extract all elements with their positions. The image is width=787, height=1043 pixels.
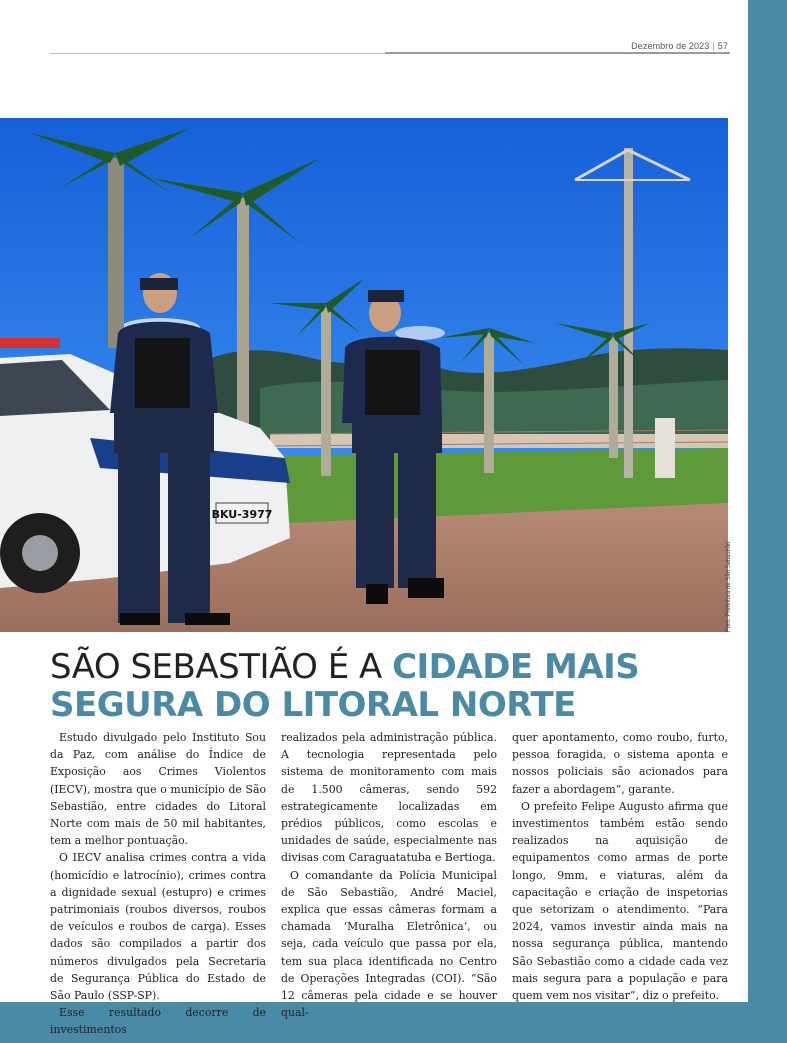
headline-part-2: CIDADE MAIS SEGURA DO LITORAL NORTE bbox=[50, 647, 640, 725]
paragraph-continuation: quer apontamento, como roubo, furto, pessoa foragida, o sistema aponta e nossos policiais são acionados para fazer a abordagem”, garante. bbox=[512, 731, 728, 796]
article-column-2 bbox=[281, 729, 497, 1039]
article-column-3 bbox=[512, 729, 728, 1039]
paragraph: Esse resultado decorre de investimentos bbox=[50, 1006, 266, 1037]
header-separator: | bbox=[712, 41, 715, 51]
paragraph: O prefeito Felipe Augusto afirma que investimentos também estão sendo realizados na aquisição de equipamentos como armas de porte longo, 9mm, e viaturas, além da capacitação e criação de inspetorias que setorizam o atendimento. “Para 2024, vamos investir ainda mais na nossa segurança pública, mantendo São Sebastião como a cidade cada vez mais segura para a população e para quem vem nos visitar”, diz o prefeito. bbox=[512, 799, 728, 1003]
license-plate: BKU-3977 bbox=[211, 508, 273, 521]
paragraph-continuation: realizados pela administração pública. A tecnologia representada pelo sistema de monitoramento com mais de 1.500 câmeras, sendo 592 estrategicamente localizadas em prédios públicos, como escolas e unidades de saúde, especialmente nas divisas com Caraguatatuba e Bertioga. bbox=[281, 731, 497, 865]
page-number: 57 bbox=[717, 41, 728, 51]
header-rule-accent bbox=[385, 52, 730, 54]
side-color-strip bbox=[748, 0, 787, 1043]
paragraph: O IECV analisa crimes contra a vida (homicídio e latrocínio), crimes contra a dignidade sexual (estupro) e crimes patrimoniais (roubos diversos, roubos de veículos e roubos de carga). Esses dados são compilados a partir dos números divulgados pela Secretaria de Segurança Pública do Estado de São Paulo (SSP-SP). bbox=[50, 851, 266, 1003]
article-photo bbox=[0, 118, 728, 632]
paragraph: Estudo divulgado pelo Instituto Sou da Paz, com análise do Índice de Exposição aos Crimes Violentos (IECV), mostra que o município de São Sebastião, entre cidades do Litoral Norte com mais de 50 mil habitantes, tem a melhor pontuação. bbox=[50, 731, 266, 848]
article-column-1 bbox=[50, 729, 266, 1039]
page-header bbox=[631, 41, 728, 51]
header-date: Dezembro de 2023 bbox=[631, 41, 710, 51]
article-headline bbox=[50, 648, 730, 724]
headline-part-1: SÃO SEBASTIÃO É A bbox=[50, 647, 393, 687]
paragraph: O comandante da Polícia Municipal de São Sebastião, André Maciel, explica que essas câmeras formam a chamada ‘Muralha Eletrônica’, ou seja, cada veículo que passa por ela, tem sua placa identificada no Centro de Operações Integradas (COI). “São 12 câmeras pela cidade e se houver qual- bbox=[281, 868, 497, 1020]
article-body bbox=[50, 729, 730, 1039]
photo-credit: Foto: Prefeitura de São Sebastião bbox=[726, 541, 732, 632]
